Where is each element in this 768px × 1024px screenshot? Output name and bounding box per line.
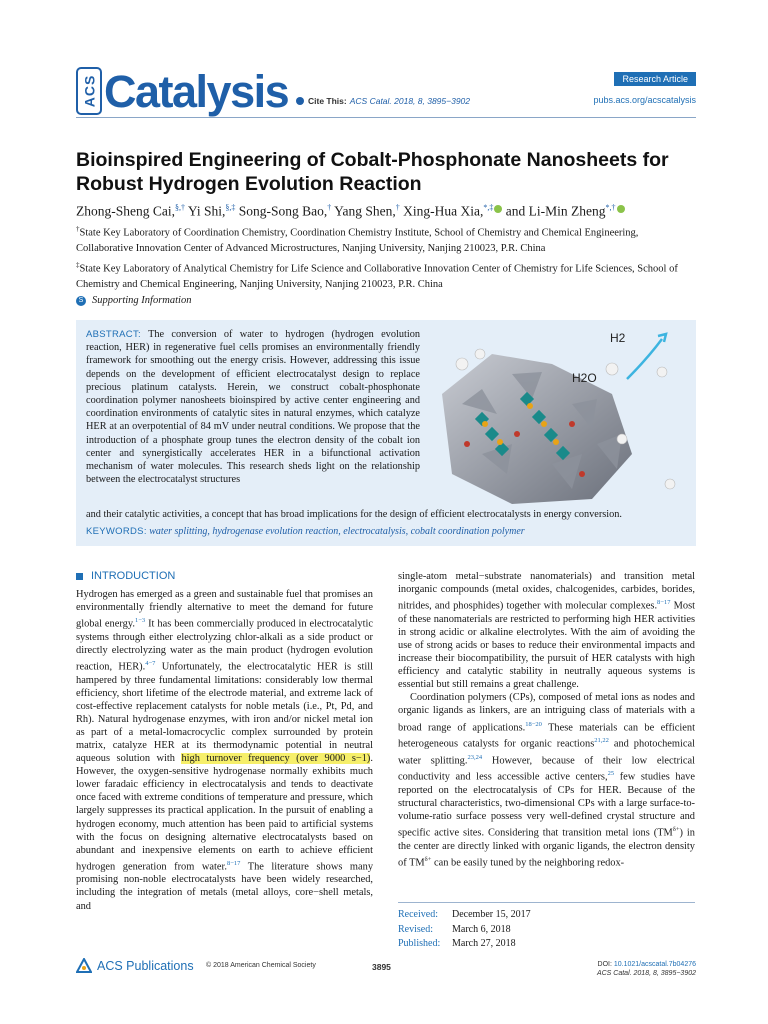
cite-this[interactable]: Cite This: ACS Catal. 2018, 8, 3895−3902: [296, 96, 470, 106]
reference-link[interactable]: 18−20: [525, 720, 542, 728]
paragraph: Coordination polymers (CPs), composed of metal ions as nodes and organic ligands as linkers, are an intriguing class of materials with a broad range of applications.$^{18-20}$ These materials can be efficient heterogeneous catalysts for organic reactions$^{21,22}$ and photochemical water splitting.$^{23,24}$ However, because of their low electrical conductivity and less accessible active centers,$^{25}$ few studies have reported on the electrocatalysis of CPs for HER. Because of the structural characteristics, two-dimensional CPs with a large surface-to-volume-ratio surface possess very well-defined crystal structure and specific active sites. Considering that transition metal ions $(TM^{\delta+})$ in the center are directly linked with organic ligands, the electron density of $TM^{\delta+}$ can be easily tuned by the neighboring redox-: [398, 692, 695, 869]
supporting-information-link[interactable]: S Supporting Information: [76, 295, 191, 306]
page-number: 3895: [372, 962, 391, 972]
doi-link[interactable]: 10.1021/acscatal.7b04276: [613, 961, 696, 968]
abstract-box: [76, 320, 696, 546]
journal-url-link[interactable]: pubs.acs.org/acscatalysis: [593, 95, 696, 105]
acs-publications-logo[interactable]: ACS Publications: [76, 958, 194, 974]
reference-link[interactable]: 23,24: [467, 753, 483, 761]
supporting-info-icon: S: [76, 296, 86, 306]
cite-reference[interactable]: ACS Catal. 2018, 8, 3895−3902: [349, 96, 471, 106]
author[interactable]: Song-Song Bao,: [238, 203, 328, 219]
acs-logo-mark: ACS: [76, 67, 102, 115]
reference-link[interactable]: 8−17: [657, 599, 671, 607]
date-row: Revised: March 6, 2018: [398, 923, 511, 935]
article-type-badge: Research Article: [614, 72, 696, 86]
reference-link[interactable]: 4−7: [145, 659, 156, 667]
footer-citation: ACS Catal. 2018, 8, 3895−3902: [596, 970, 696, 977]
header-divider: [76, 117, 696, 118]
keywords-list: water splitting, hydrogenase evolution reaction, electrocatalysis, cobalt coordination polymer: [149, 526, 525, 537]
body-column-left: [76, 588, 373, 913]
article-title: Bioinspired Engineering of Cobalt-Phosphonate Nanosheets for Robust Hydrogen Evolution Reaction: [76, 149, 669, 195]
paragraph: single-atom metal−substrate nanomaterials) and transition metal inorganic compounds (metal oxides, chalcogenides, carbides, borides, nitrides, and phosphides) together with molecular complexes.$^{8-17}$ Most of these nanomaterials are restricted to performing high HER activities in strong acidic or alkaline electrolytes. With the aim of avoiding the use of strong acids or bases to reduce their environmental impacts and increase their biocompatibility, the pursuit of HER catalysts with high efficiency and catalytic stability in neutrally aqueous systems is essential but still remains a great challenge.: [398, 571, 695, 691]
keywords-heading: KEYWORDS:: [86, 526, 147, 537]
copyright: © 2018 American Chemical Society: [206, 962, 316, 969]
journal-wordmark: Catalysis: [104, 65, 289, 117]
paragraph: Hydrogen has emerged as a green and sustainable fuel that promises an environmentally friendly alternative to meet the demand for future global energy.$^{1-3}$ It has been commercially produced in electrocatalytic systems through either electrolyzing chlor-alkali as a side product or directly electrolyzing water as the main product (hydrogen evolution reaction, HER).$^{4-7}$ Unfortunately, the electrocatalytic HER is still hampered by three fundamental limitations: considerably low thermal efficiency, short lifetime of the electrode material, and extreme lack of cost-effective replacement catalysts for noble metals (i.e., Pt, Pd, and Rh). Natural hydrogenase enzymes, with iron and/or nickel metal ion as part of a metal-lomacrocyclic complex surrounded by protein matrix, catalyze HER at its thermodynamic potential in neutral aqueous solution with high turnover frequency (over 9000 s−1). However, the oxygen-sensitive hydrogenase normally exhibits much lower faradaic efficiency in electrocatalysis and tends to deactivate once faced with extreme conditions of temperature and pressure, which largely suppresses its practical application. In the pursuit of enabling a hydrogen economy, much attention has been paid to artificial systems with the focus on designing alternative electrocatalysts based on abundant and inexpensive elements on earth to achieve efficient hydrogen generation from water.$^{8-17}$ The literature shows many promising non-noble electrocatalysts have been widely researched, including the integration of metals (metal alloys, core−shell metals, and: [76, 589, 374, 912]
abstract-heading: ABSTRACT:: [86, 329, 141, 340]
reference-link[interactable]: 1−3: [134, 617, 146, 625]
author-list: Zhong-Sheng Cai,§,† Yi Shi,§,‡ Song-Song Bao,† Yang Shen,† Xing-Hua Xia,*,‡ and Li-Min Zheng*,†: [76, 199, 706, 221]
orcid-icon[interactable]: [617, 205, 625, 213]
reference-link[interactable]: 8−17: [226, 859, 241, 867]
date-row: Published: March 27, 2018: [398, 938, 516, 949]
toc-label-h2o: H2O: [572, 371, 597, 385]
affiliation: †State Key Laboratory of Coordination Chemistry, Coordination Chemistry Institute, School of Chemistry and Chemical Engineering, Collaborative Innovation Center of Advanced Microstructures, Nanjing University, Nanjing 210023, P.R. China: [76, 225, 639, 254]
section-marker-icon: [76, 573, 83, 580]
abstract-text-continued: and their catalytic activities, a concept that has broad implications for the design of efficient electrocatalysts in energy conversion.: [86, 509, 623, 520]
toc-graphic: [422, 324, 690, 506]
date-row: Received: December 15, 2017: [398, 909, 531, 920]
orcid-icon[interactable]: [494, 205, 502, 213]
doi-block: DOI: 10.1021/acscatal.7b04276 ACS Catal. 2018, 8, 3895−3902: [596, 961, 696, 977]
author[interactable]: Yi Shi,: [187, 203, 226, 219]
reference-link[interactable]: 21,22: [594, 737, 609, 745]
keywords: [86, 526, 686, 537]
author[interactable]: Yang Shen,: [334, 203, 396, 219]
author[interactable]: Zhong-Sheng Cai,: [76, 203, 175, 219]
reference-link[interactable]: 25: [607, 770, 615, 778]
acs-publications-icon: [76, 958, 92, 974]
journal-logo: [76, 64, 288, 118]
section-heading-introduction: INTRODUCTION: [76, 570, 175, 582]
highlighted-text: high turnover frequency (over 9000 s−1): [181, 753, 371, 765]
article-dates: [398, 902, 695, 952]
cite-icon: [296, 97, 304, 105]
affiliation: ‡State Key Laboratory of Analytical Chemistry for Life Science and Collaborative Innovation Center of Chemistry for Life Sciences, School of Chemistry and Chemical Engineering, Nanjing University, Nanjing 210023, P.R. China: [76, 261, 678, 290]
body-column-right: [398, 570, 695, 869]
abstract-text: ABSTRACT: The conversion of water to hydrogen (hydrogen evolution reaction, HER) in regenerative fuel cells promises an environmentally friendly framework for smoothing out the energy crisis. However, addressing this issue depends on the development of efficient electrocatalyst design to replace precious platinum catalysts. Herein, we construct cobalt-phosphonate coordination polymer nanosheets bioinspired by active center engineering and coordination environments of catalytic sites in natural enzymes, which catalyze HER at an overpotential of 84 mV under neutral conditions. We propose that the introduction of a phosphate group tunes the electron density of the cobalt ion center and synergistically accelerates HER in a bifunctional activation mechanism of water molecules. This research sheds light on the relationship between the electrocatalyst structures: [86, 329, 420, 486]
toc-label-h2: H2: [610, 331, 626, 345]
author[interactable]: Xing-Hua Xia,: [403, 203, 484, 219]
author[interactable]: and Li-Min Zheng: [505, 203, 606, 219]
